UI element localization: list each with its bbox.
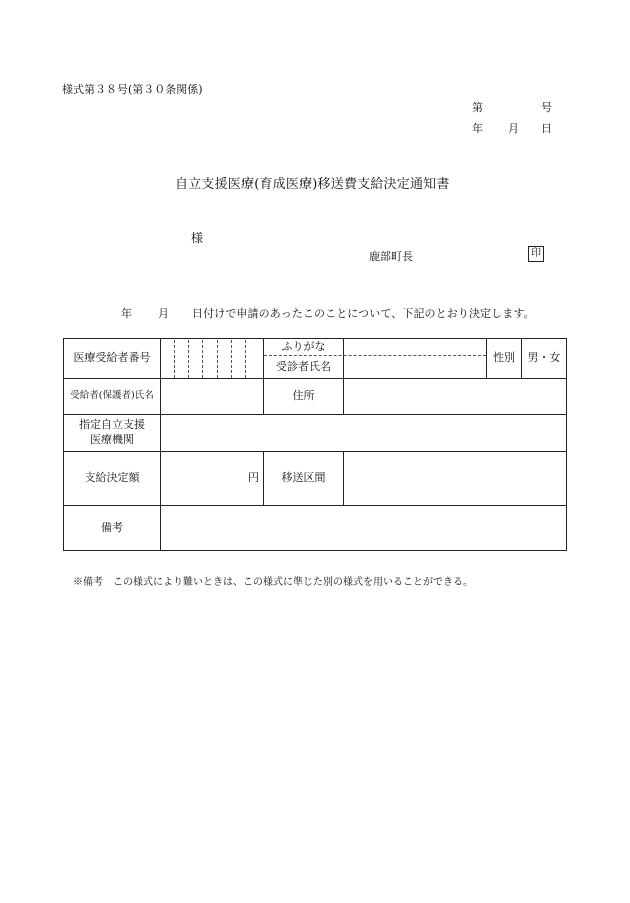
decision-form-table [63,338,567,551]
transport-section-label: 移送区間 [281,471,326,485]
payment-amount-label: 支給決定額 [84,471,140,485]
remarks-field[interactable] [161,506,566,550]
payment-amount-field[interactable] [161,452,263,505]
form-number: 様式第３８号(第３０条関係) [62,83,203,96]
guardian-name-field[interactable] [161,379,263,414]
document-title: 自立支援医療(育成医療)移送費支給決定通知書 [175,177,450,192]
number-suffix: 号 [541,101,552,114]
body-month-label: 月 [158,307,169,320]
footnote: ※備考 この様式により難いときは、この様式に準じた別の様式を用いることができる。 [73,577,473,588]
addressee-suffix: 様 [191,231,204,245]
body-year-label: 年 [121,307,132,320]
patient-name-label: 受診者氏名 [276,359,331,373]
recipient-number-label: 医療受給者番号 [73,351,151,365]
number-prefix: 第 [472,101,483,114]
issuer-name: 鹿部町長 [369,250,413,263]
designated-institution-label-line1: 指定自立支援 [79,418,145,432]
designated-institution-label [64,415,160,451]
body-text: 日付けで申請のあったこのことについて、下記のとおり決定します。 [192,307,535,320]
patient-name-field[interactable] [344,339,486,378]
recipient-number-field[interactable] [161,339,263,378]
date-month-label: 月 [508,122,519,135]
address-label: 住所 [292,389,315,403]
furigana-label: ふりがな [281,339,326,353]
designated-institution-label-line2: 医療機関 [90,433,134,446]
transport-section-field[interactable] [344,452,566,505]
remarks-label: 備考 [101,520,123,534]
seal-mark: 印 [528,246,544,262]
address-field[interactable] [344,379,566,414]
sex-label: 性別 [493,351,515,365]
date-day-label: 日 [541,122,552,135]
guardian-name-label: 受給者(保護者)氏名 [70,390,154,402]
designated-institution-field[interactable] [161,415,566,451]
date-year-label: 年 [472,122,483,135]
yen-unit: 円 [248,471,259,485]
sex-options[interactable]: 男・女 [527,351,561,365]
